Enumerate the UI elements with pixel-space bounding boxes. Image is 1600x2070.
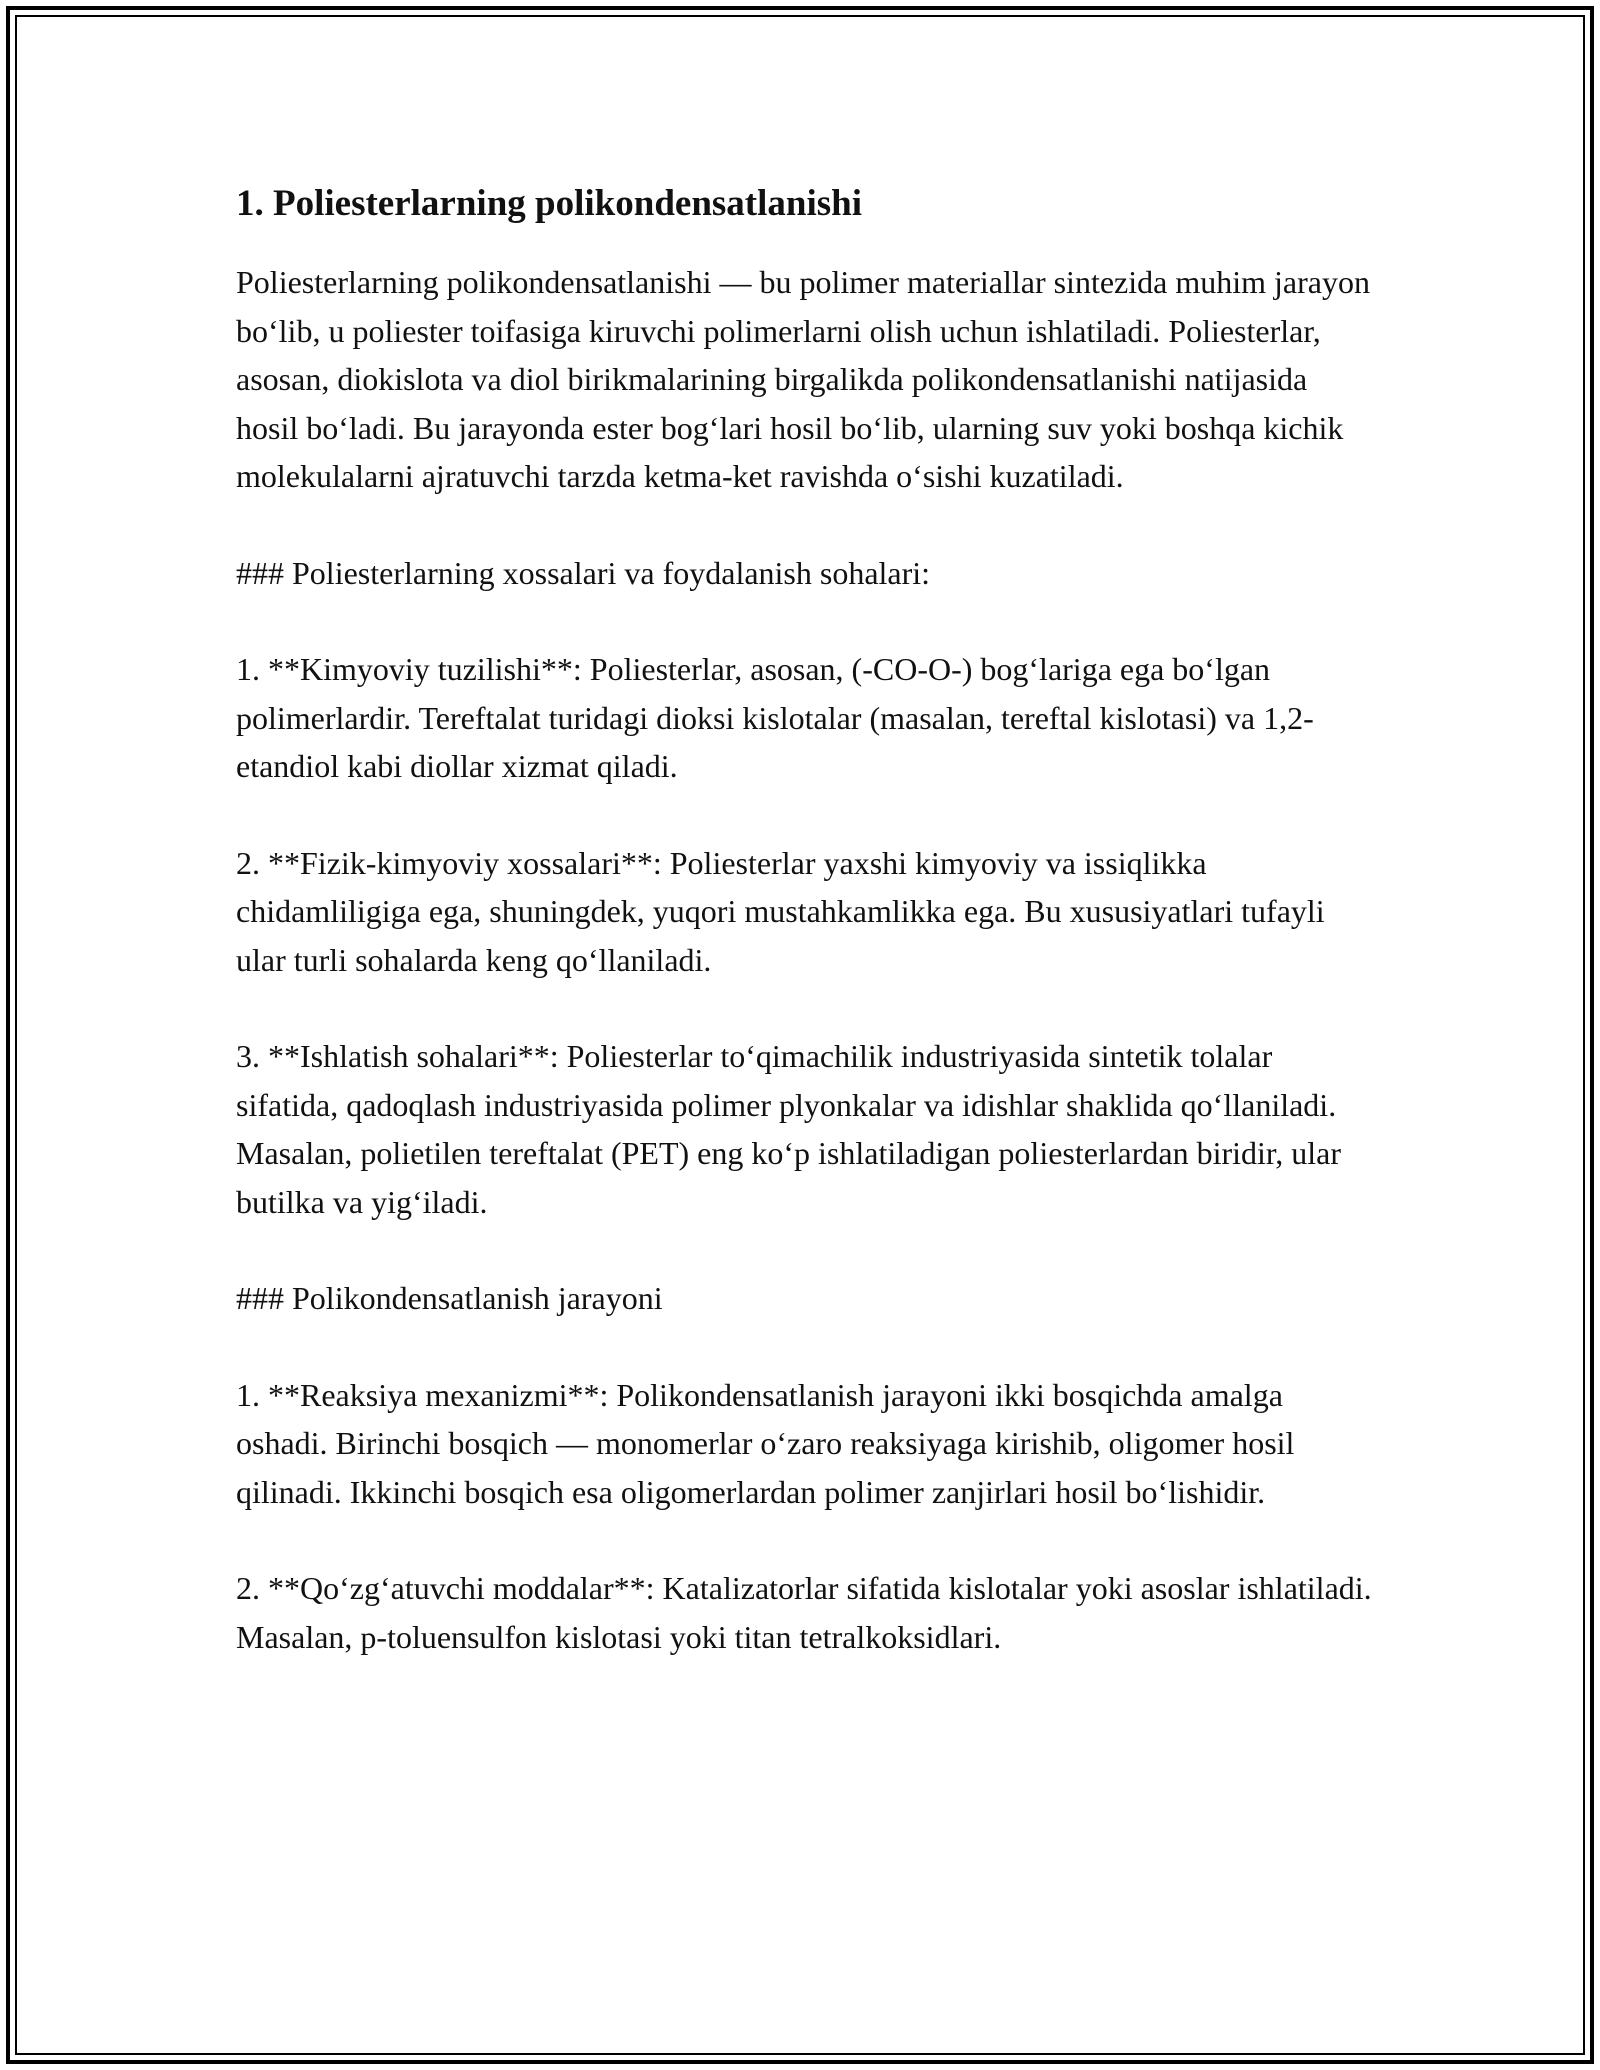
- document-body: [236, 180, 1376, 1709]
- section-heading-process: ### Polikondensatlanish jarayoni: [236, 1280, 663, 1317]
- list-item-chemical-structure: 1. **Kimyoviy tuzilishi**: Poliesterlar, asosan, (-CO-O-) bog‘lariga ega bo‘lgan polimerlardir. Tereftalat turidagi dioksi kislotalar (masalan, tereftal kislotasi) va 1,2-etandiol kabi diollar xizmat qiladi.: [236, 651, 1314, 785]
- intro-paragraph: Poliesterlarning polikondensatlanishi — bu polimer materiallar sintezida muhim jarayon bo‘lib, u poliester toifasiga kiruvchi polimerlarni olish uchun ishlatiladi. Poliesterlar, asosan, diokislota va diol birikmalarining birgalikda polikondensatlanishi natijasida hosil bo‘ladi. Bu jarayonda ester bog‘lari hosil bo‘lib, ularning suv yoki boshqa kichik molekulalarni ajratuvchi tarzda ketma-ket ravishda o‘sishi kuzatiladi.: [236, 264, 1370, 495]
- list-item-application-areas: 3. **Ishlatish sohalari**: Poliesterlar to‘qimachilik industriyasida sintetik tolalar sifatida, qadoqlash industriyasida polimer plyonkalar va idishlar shaklida qo‘llaniladi. Masalan, polietilen tereftalat (PET) eng ko‘p ishlatiladigan poliesterlardan biridir, ular butilka va yig‘iladi.: [236, 1038, 1342, 1220]
- list-item-initiators: 2. **Qo‘zg‘atuvchi moddalar**: Katalizatorlar sifatida kislotalar yoki asoslar ishlatiladi. Masalan, p-toluensulfon kislotasi yoki titan tetralkoksidlari.: [236, 1570, 1372, 1655]
- list-item-physicochemical-properties: 2. **Fizik-kimyoviy xossalari**: Poliesterlar yaxshi kimyoviy va issiqlikka chidamliligiga ega, shuningdek, yuqori mustahkamlikka ega. Bu xususiyatlari tufayli ular turli sohalarda keng qo‘llaniladi.: [236, 844, 1325, 978]
- document-title: 1. Poliesterlarning polikondensatlanishi: [236, 183, 863, 224]
- section-heading-properties: ### Poliesterlarning xossalari va foydalanish sohalari:: [236, 554, 931, 591]
- list-item-reaction-mechanism: 1. **Reaksiya mexanizmi**: Polikondensatlanish jarayoni ikki bosqichda amalga oshadi. Birinchi bosqich — monomerlar o‘zaro reaksiyaga kirishib, oligomer hosil qilinadi. Ikkinchi bosqich esa oligomerlardan polimer zanjirlari hosil bo‘lishidir.: [236, 1376, 1295, 1510]
